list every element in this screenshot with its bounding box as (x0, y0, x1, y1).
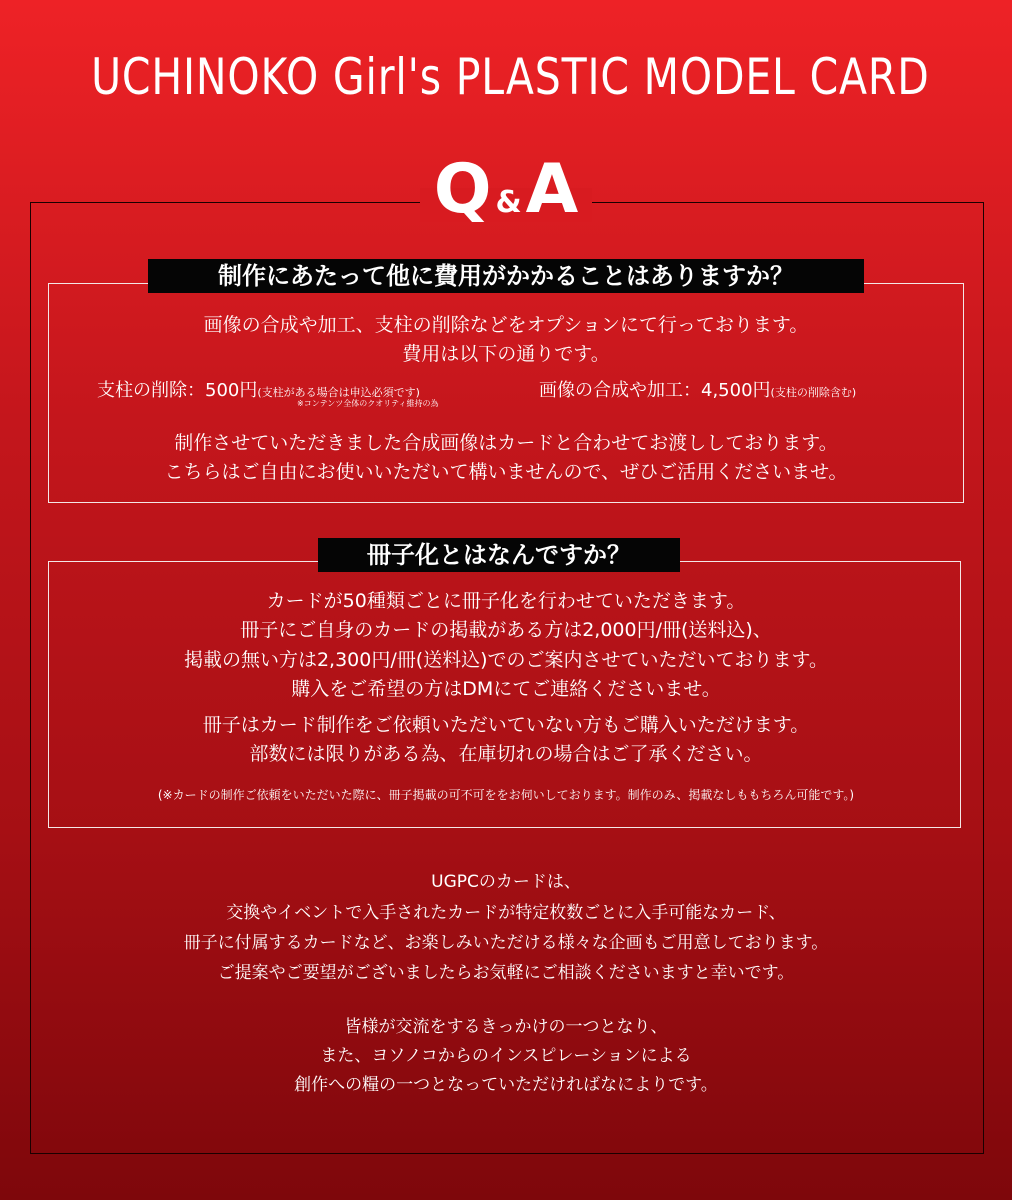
price-image-editing-label: 画像の合成や加工：4,500円 (539, 380, 771, 401)
price-image-editing-detail: (支柱の削除含む) (770, 386, 857, 399)
price-support-removal-note: ※コンテンツ全体のクオリティ維持の為 (297, 399, 439, 408)
qa-ampersand: & (495, 185, 522, 220)
section2-question: 冊子化とはなんですか？ (318, 538, 680, 572)
price-support-removal-detail: (支柱がある場合は申込必須です) (257, 386, 420, 399)
section1-intro-line: 費用は以下の通りです。 (402, 343, 610, 365)
section1-intro-line: 画像の合成や加工、支柱の削除などをオプションにて行っております。 (203, 314, 809, 336)
section2-line: カードが50種類ごとに冊子化を行わせていただきます。 (266, 590, 746, 612)
qa-q-letter: Q (433, 150, 492, 229)
section2-remark: (※カードの制作ご依頼をいただいた際に、冊子掲載の可不可ををお伺いしております。制作のみ、掲載なしももちろん可能です。) (157, 788, 855, 802)
section2-line: 部数には限りがある為、在庫切れの場合はご了承ください。 (249, 743, 763, 765)
section1-question: 制作にあたって他に費用がかかることはありますか？ (148, 259, 864, 293)
section1-outro-line: 制作させていただきました合成画像はカードと合わせてお渡ししております。 (174, 432, 838, 454)
footer-line: 冊子に付属するカードなど、お楽しみいただける様々な企画もご用意しております。 (183, 933, 829, 953)
section2-line: 冊子はカード制作をご依頼いただいていない方もご購入いただけます。 (202, 714, 810, 736)
section1-outro-line: こちらはご自由にお使いいただいて構いませんので、ぜひご活用くださいませ。 (164, 461, 848, 483)
section2-line: 購入をご希望の方はDMにてご連絡くださいませ。 (291, 678, 721, 700)
page-title: UCHINOKO Girl's PLASTIC MODEL CARD (91, 48, 930, 106)
section2-line: 掲載の無い方は2,300円/冊(送料込)でのご案内させていただいております。 (183, 649, 829, 671)
qa-a-letter: A (525, 150, 579, 229)
footer-line: ご提案やご要望がございましたらお気軽にご相談くださいますと幸いです。 (217, 963, 795, 983)
price-image-editing (539, 376, 856, 402)
qa-heading (0, 150, 1012, 229)
section2-line: 冊子にご自身のカードの掲載がある方は2,000円/冊(送料込)、 (240, 619, 772, 641)
price-support-removal-label: 支柱の削除：500円 (97, 380, 258, 401)
footer-line: 皆様が交流をするきっかけの一つとなり、 (344, 1017, 668, 1037)
footer-line: また、ヨソノコからのインスピレーションによる (320, 1046, 692, 1066)
footer-line: UGPCのカードは、 (431, 872, 581, 892)
footer-line: 創作への糧の一つとなっていただければなによりです。 (294, 1075, 718, 1095)
footer-line: 交換やイベントで入手されたカードが特定枚数ごとに入手可能なカード、 (226, 903, 786, 923)
